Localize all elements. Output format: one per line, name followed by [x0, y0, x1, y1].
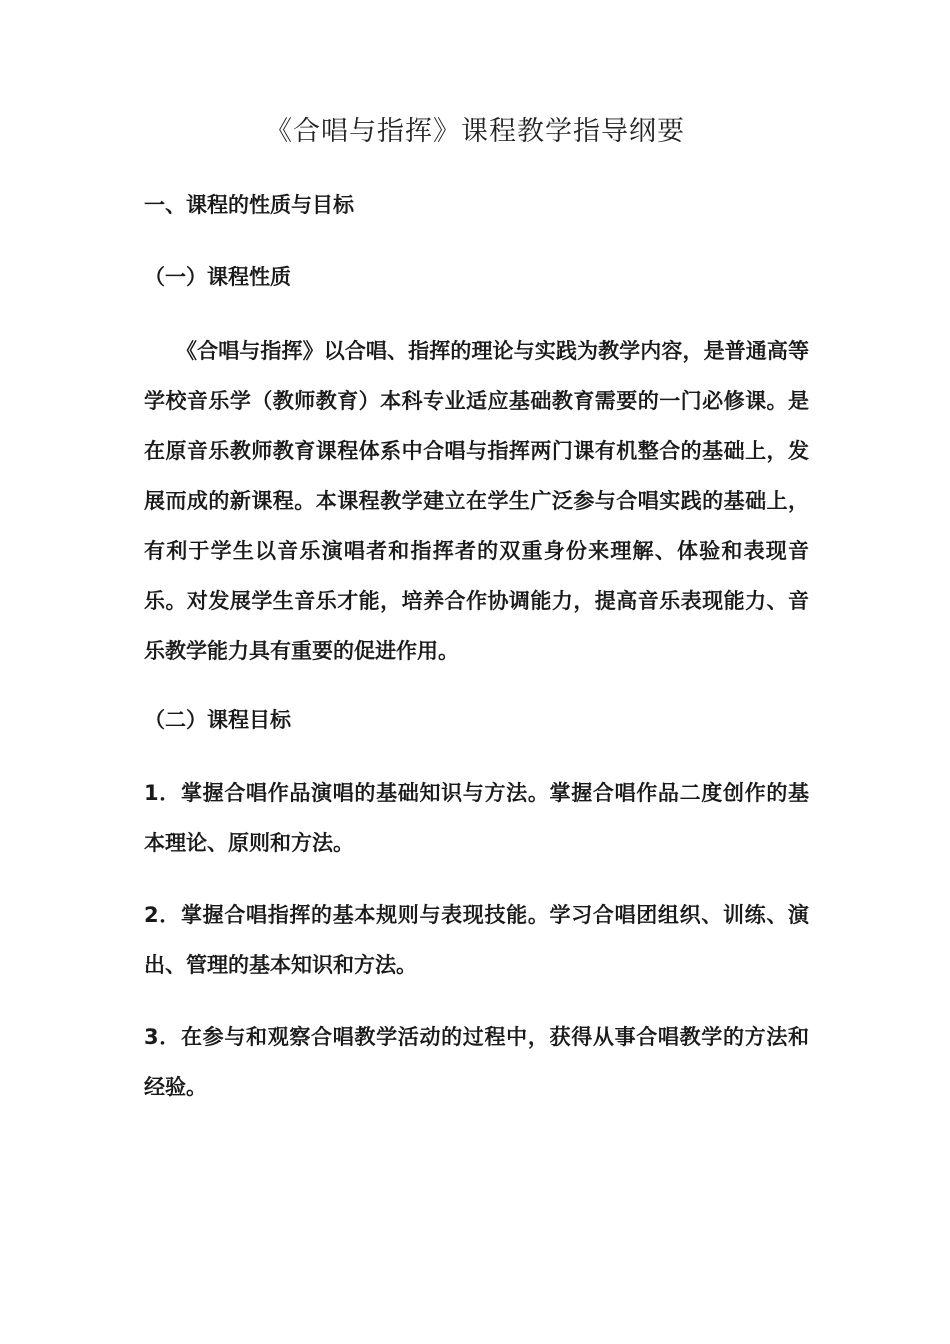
course-nature-paragraph: 《合唱与指挥》以合唱、指挥的理论与实践为教学内容，是普通高等学校音乐学（教师教育）本科专业适应基础教育需要的一门必修课。是在原音乐教师教育课程体系中合唱与指挥两门课有机整合的基础上，发展而成的新课程。本课程教学建立在学生广泛参与合唱实践的基础上，有利于学生以音乐演唱者和指挥者的双重身份来理解、体验和表现音乐。对发展学生音乐才能，培养合作协调能力，提高音乐表现能力、音乐教学能力具有重要的促进作用。	[144, 339, 809, 663]
subsection-heading-course-goals: （二）课程目标	[144, 708, 291, 732]
subsection-heading-course-nature: （一）课程性质	[144, 265, 291, 289]
goal-item-2: 2．掌握合唱指挥的基本规则与表现技能。学习合唱团组织、训练、演出、管理的基本知识和方法。	[144, 903, 809, 977]
section-heading-nature-goals: 一、课程的性质与目标	[144, 193, 354, 217]
goal-item-3: 3．在参与和观察合唱教学活动的过程中，获得从事合唱教学的方法和经验。	[144, 1025, 809, 1099]
goal-item-1: 1．掌握合唱作品演唱的基础知识与方法。掌握合唱作品二度创作的基本理论、原则和方法。	[144, 781, 809, 855]
document-title: 《合唱与指挥》课程教学指导纲要	[265, 116, 685, 147]
